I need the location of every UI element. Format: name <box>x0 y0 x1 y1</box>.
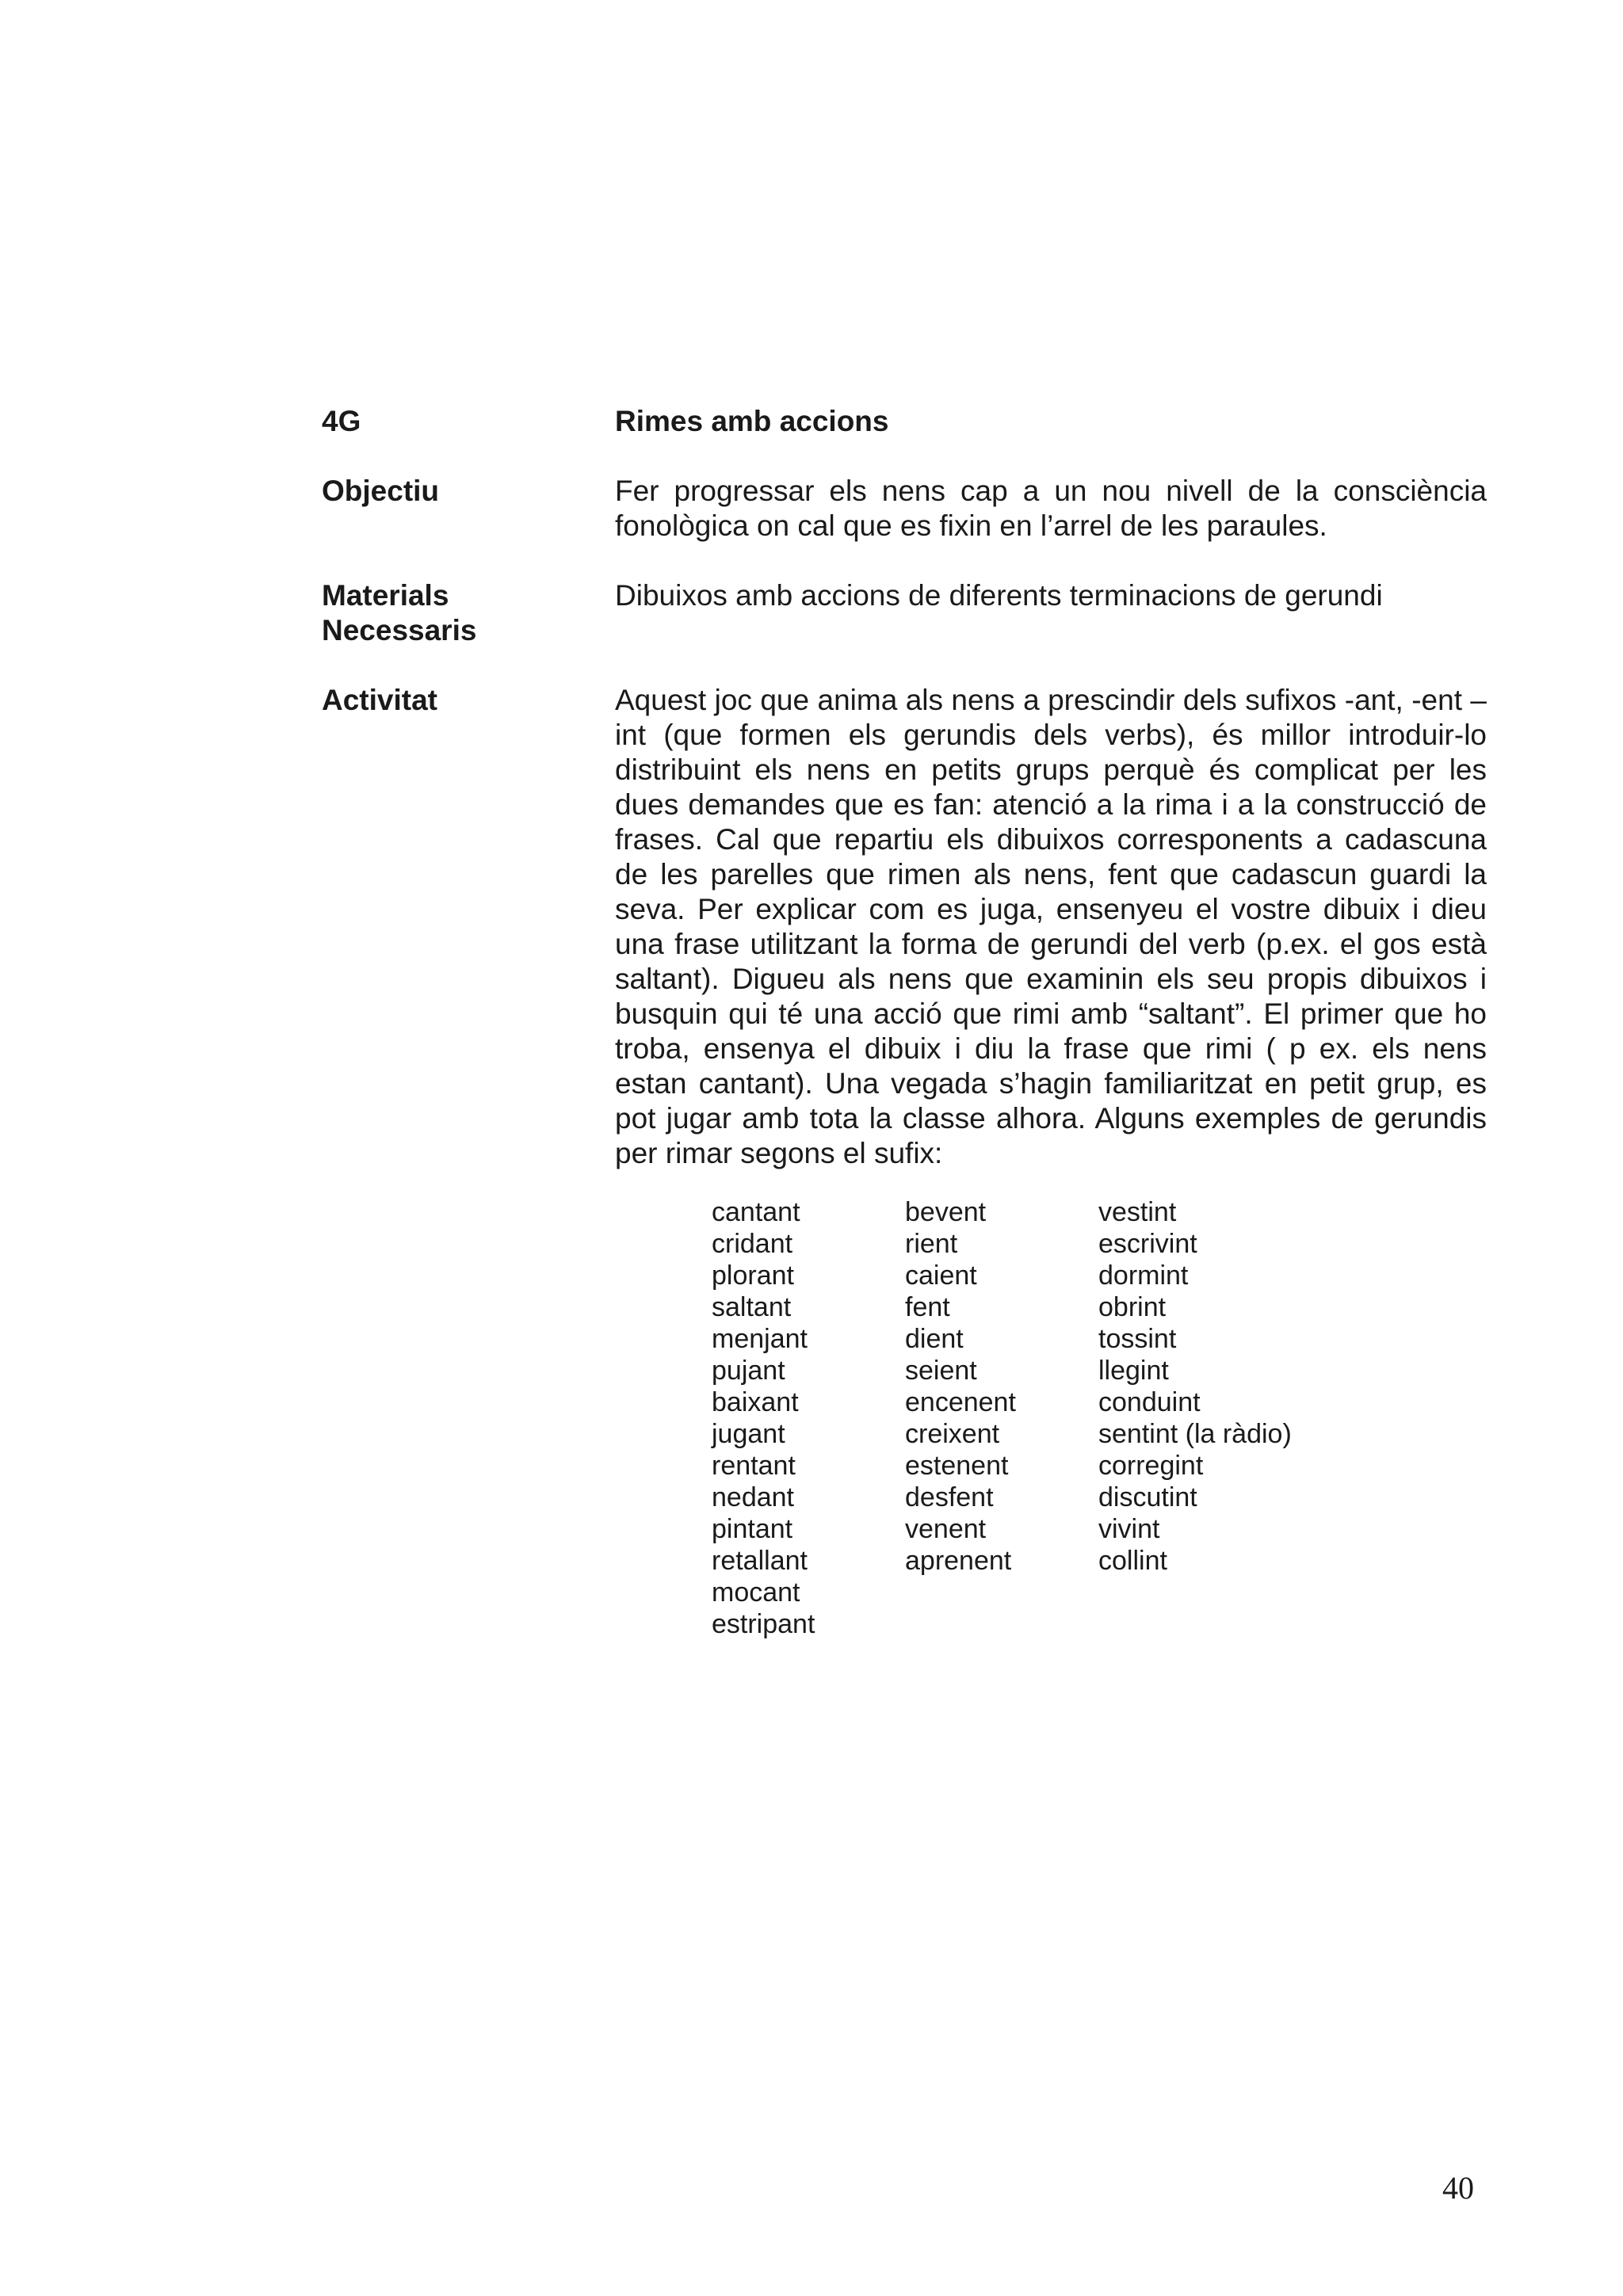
gerund-word: dormint <box>1098 1261 1189 1291</box>
activity-label: Activitat <box>322 684 437 716</box>
gerund-word: tossint <box>1098 1324 1177 1354</box>
gerund-word: rentant <box>712 1451 796 1481</box>
gerund-word: vestint <box>1098 1197 1177 1227</box>
gerund-word: creixent <box>905 1419 1000 1449</box>
objective-text: Fer progressar els nens cap a un nou nivell de la consciència fonològica on cal que es fixin en l’arrel de les paraules. <box>615 475 1487 542</box>
gerund-word: fent <box>905 1292 950 1322</box>
word-column-int <box>1098 1196 1292 1577</box>
gerund-word: collint <box>1098 1546 1167 1576</box>
activity-text: Aquest joc que anima als nens a prescindir dels sufixos -ant, -ent –int (que formen els gerundis dels verbs), és millor introduir-lo distribuint els nens en petits grups perquè és complicat per les dues demandes que es fan: atenció a la rima i a la construcció de frases. Cal que repartiu els dibuixos corresponents a cadascuna de les parelles que rimen als nens, fent que cadascun guardi la seva. Per explicar com es juga, ensenyeu el vostre dibuix i dieu una frase utilitzant la forma de gerundi del verb (p.ex. el gos està saltant). Digueu als nens que examinin els seu propis dibuixos i busquin qui té una acció que rimi amb “saltant”. El primer que ho troba, ensenya el dibuix i diu la frase que rimi ( p ex. els nens estan cantant). Una vegada s’hagin familiaritzat en petit grup, es pot jugar amb tota la classe alhora. Alguns exemples de gerundis per rimar segons el sufix: <box>615 684 1487 1169</box>
gerund-word: plorant <box>712 1261 794 1291</box>
section-title: Rimes amb accions <box>615 405 889 437</box>
gerund-word: conduint <box>1098 1387 1201 1417</box>
section-code: 4G <box>322 405 361 437</box>
gerund-word: estripant <box>712 1609 815 1639</box>
gerund-word: saltant <box>712 1292 792 1322</box>
gerund-word: baixant <box>712 1387 799 1417</box>
gerund-word: caient <box>905 1261 977 1291</box>
gerund-word: jugant <box>712 1419 785 1449</box>
gerund-word: dient <box>905 1324 964 1354</box>
gerund-word: mocant <box>712 1577 800 1608</box>
objective-label: Objectiu <box>322 475 440 507</box>
gerund-word: estenent <box>905 1451 1009 1481</box>
gerund-word: pintant <box>712 1514 793 1544</box>
gerund-word: cridant <box>712 1229 793 1259</box>
word-column-ent <box>905 1196 1095 1577</box>
gerund-word: nedant <box>712 1482 794 1512</box>
gerund-word: vivint <box>1098 1514 1160 1544</box>
gerund-word: discutint <box>1098 1482 1197 1512</box>
gerund-word: rient <box>905 1229 958 1259</box>
gerund-word: venent <box>905 1514 987 1544</box>
gerund-word: escrivint <box>1098 1229 1197 1259</box>
gerund-word: cantant <box>712 1197 800 1227</box>
gerund-word: corregint <box>1098 1451 1204 1481</box>
materials-label <box>322 578 591 648</box>
gerund-word: desfent <box>905 1482 994 1512</box>
gerund-word: sentint (la ràdio) <box>1098 1419 1292 1449</box>
gerund-word: aprenent <box>905 1546 1012 1576</box>
materials-label-line2: Necessaris <box>322 614 477 646</box>
gerund-word: pujant <box>712 1356 785 1386</box>
materials-text: Dibuixos amb accions de diferents terminacions de gerundi <box>615 579 1383 612</box>
gerund-word: llegint <box>1098 1356 1169 1386</box>
materials-label-line1: Materials <box>322 579 449 612</box>
gerund-word: retallant <box>712 1546 808 1576</box>
page-number: 40 <box>1442 2170 1474 2206</box>
gerund-word: bevent <box>905 1197 987 1227</box>
gerund-word: encenent <box>905 1387 1016 1417</box>
gerund-word: obrint <box>1098 1292 1167 1322</box>
gerund-word: menjant <box>712 1324 808 1354</box>
word-column-ant <box>712 1196 902 1640</box>
gerund-word: seient <box>905 1356 977 1386</box>
